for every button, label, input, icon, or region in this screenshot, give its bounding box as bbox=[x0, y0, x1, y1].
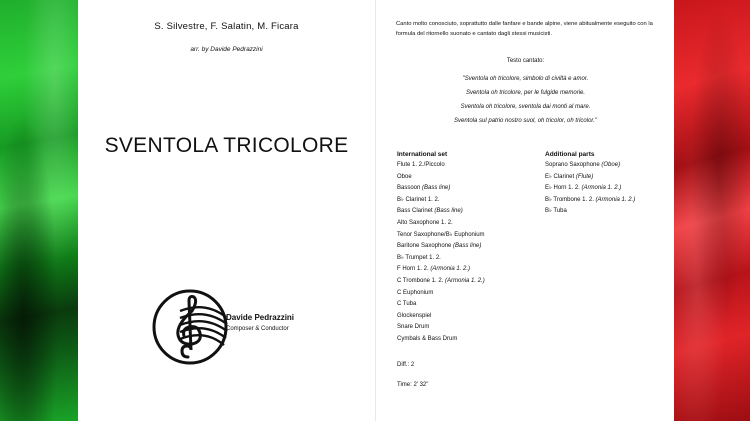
instrument-item bbox=[397, 264, 485, 276]
instrument-name: Cymbals & Bass Drum bbox=[397, 335, 458, 342]
additional-parts-list bbox=[545, 150, 635, 218]
duration: Time: 2' 32" bbox=[397, 382, 429, 388]
instrument-note: (Bass line) bbox=[434, 208, 463, 215]
instrument-item bbox=[397, 322, 485, 334]
instrument-item bbox=[397, 206, 485, 218]
instrument-name: Alto Saxophone 1. 2. bbox=[397, 219, 453, 226]
instrument-item bbox=[545, 160, 635, 172]
treble-clef-logo-icon bbox=[150, 287, 230, 367]
instrument-note: (Armonia 1. 2.) bbox=[581, 185, 622, 192]
instrument-name: Soprano Saxophone bbox=[545, 162, 600, 168]
additional-parts-title: Additional parts bbox=[545, 151, 595, 158]
instrument-name: Glockenspiel bbox=[397, 312, 432, 319]
instrument-note: (Armonia 1. 2.) bbox=[445, 277, 485, 284]
lyrics-title: Testo cantato: bbox=[506, 58, 545, 64]
instrument-name: C Euphonium bbox=[397, 289, 434, 296]
instrument-name: B♭ Tuba bbox=[545, 208, 567, 215]
international-set-list bbox=[397, 150, 485, 346]
instrument-item bbox=[397, 311, 485, 323]
instrument-item bbox=[545, 206, 635, 218]
cover-page bbox=[78, 0, 375, 421]
instrument-name: E♭ Horn 1. 2. bbox=[545, 185, 580, 192]
lyrics bbox=[376, 72, 675, 128]
instrument-name: Snare Drum bbox=[397, 324, 430, 331]
instrument-item bbox=[397, 241, 485, 253]
instrument-name: Bassoon bbox=[397, 185, 421, 192]
instrument-item bbox=[397, 195, 485, 207]
intro-text: Canto molto conosciuto, soprattutto dalle fanfare e bande alpine, viene abitualmente eseguito con la formula del ritornello suonato e cantato dagli stessi musicisti. bbox=[396, 21, 653, 37]
page-title: SVENTOLA TRICOLORE bbox=[104, 134, 349, 157]
instrument-item bbox=[397, 230, 485, 242]
instrument-note: (Oboe) bbox=[601, 162, 621, 168]
instrument-note: (Flute) bbox=[575, 173, 594, 180]
instrument-name: B♭ Trombone 1. 2. bbox=[545, 196, 594, 203]
instrument-item bbox=[397, 299, 485, 311]
instrument-name: Flute 1. 2./Piccolo bbox=[397, 162, 445, 168]
instrument-name: Tenor Saxophone/B♭ Euphonium bbox=[397, 231, 485, 238]
difficulty: Diff.: 2 bbox=[397, 362, 415, 368]
instrument-item bbox=[397, 334, 485, 346]
instrument-item bbox=[545, 172, 635, 184]
flag-green-stripe bbox=[0, 0, 78, 421]
logo-name: Davide Pedrazzini bbox=[226, 313, 295, 322]
lyrics-line: Sventola oh tricolore, sventola dai monti al mare. bbox=[460, 104, 591, 110]
lyrics-line: "Sventola oh tricolore, simbolo di civiltà e amor. bbox=[462, 76, 589, 82]
instrument-name: E♭ Clarinet bbox=[545, 173, 575, 180]
instrument-name: B♭ Trumpet 1. 2. bbox=[397, 254, 441, 261]
instrument-name: Bass Clarinet bbox=[397, 208, 433, 215]
international-set-title: International set bbox=[397, 151, 448, 158]
instrument-name: C Trombone 1. 2. bbox=[397, 277, 444, 284]
lyrics-line: Sventola sul patrio nostro suol, oh tricolor, oh tricolor." bbox=[454, 118, 597, 124]
instrument-note: (Bass line) bbox=[422, 185, 451, 192]
instrument-name: Oboe bbox=[397, 173, 412, 180]
logo-role: Composer & Conductor bbox=[226, 326, 289, 332]
instrument-name: Baritone Saxophone bbox=[397, 243, 452, 250]
instrument-item bbox=[397, 288, 485, 300]
instrument-item bbox=[397, 160, 485, 172]
instrument-item bbox=[545, 183, 635, 195]
instrument-name: F Horn 1. 2. bbox=[397, 266, 429, 273]
instrument-item bbox=[397, 183, 485, 195]
instrument-note: (Bass line) bbox=[453, 243, 482, 250]
instrument-note: (Armonia 1. 2.) bbox=[430, 266, 471, 273]
flag-red-stripe bbox=[674, 0, 750, 421]
info-page bbox=[375, 0, 674, 421]
instrument-name: B♭ Clarinet 1. 2. bbox=[397, 196, 440, 203]
instrument-note: (Armonia 1. 2.) bbox=[595, 196, 636, 203]
authors: S. Silvestre, F. Salatin, M. Ficara bbox=[154, 21, 299, 32]
instrument-item bbox=[545, 195, 635, 207]
instrument-item bbox=[397, 253, 485, 265]
instrument-item bbox=[397, 218, 485, 230]
instrument-name: C Tuba bbox=[397, 301, 417, 308]
arranger: arr. by Davide Pedrazzini bbox=[190, 46, 263, 53]
lyrics-line: Sventola oh tricolore, per le fulgide memorie. bbox=[465, 90, 586, 96]
instrument-item bbox=[397, 172, 485, 184]
instrument-item bbox=[397, 276, 485, 288]
